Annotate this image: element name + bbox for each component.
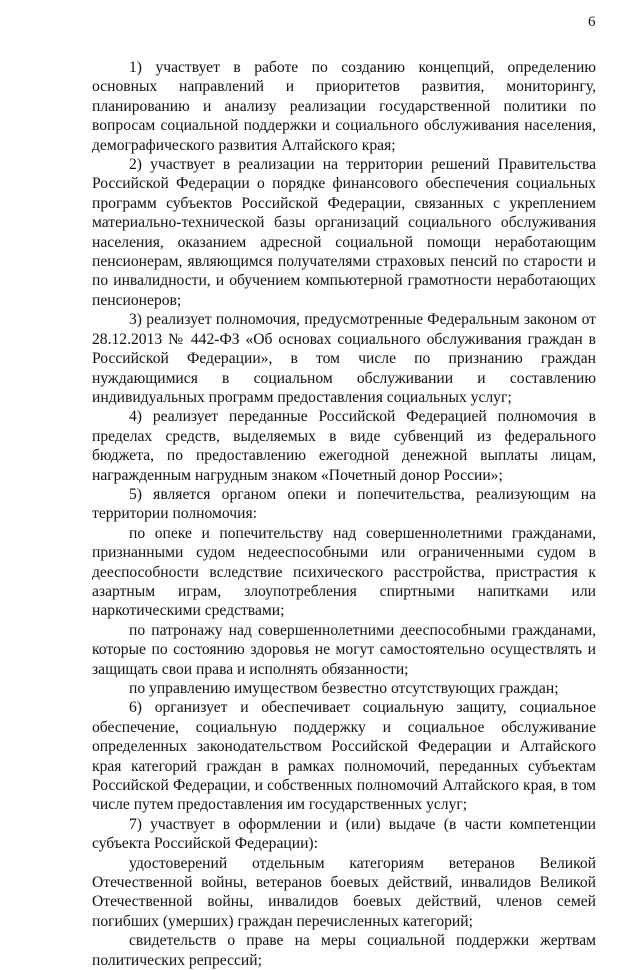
paragraph-1: 1) участвует в работе по созданию концепций, определению основных направлений и приоритетов развития, мониторингу, планированию и анализу реализации государственной политики по вопросам социальной поддержки и социального обслуживания населения, демографического развития Алтайского края; [92,59,596,154]
paragraph-6: 6) организует и обеспечивает социальную защиту, социальное обеспечение, социальную поддержку и социальное обслуживание определенных законодательством Российской Федерации и Алтайского края категорий граждан в рамках полномочий, переданных субъектам Российской Федерации, и собственных полномочий Алтайского края, в том числе путем предоставления им государственных услуг; [92,699,596,814]
paragraph-5-guardianship: по опеке и попечительству над совершеннолетними гражданами, признанными судом недееспособными или ограниченными судом в дееспособности вследствие психического расстройства, пристрастия к азартным играм, злоупотребления спиртными напитками или наркотическими средствами; [92,524,596,620]
document-body [92,58,596,970]
paragraph-5-property: по управлению имуществом безвестно отсутствующих граждан; [129,680,559,697]
paragraph-7-repressions: свидетельств о праве на меры социальной поддержки жертвам политических репрессий; [92,932,596,969]
paragraph-2: 2) участвует в реализации на территории решений Правительства Российской Федерации о порядке финансового обеспечения социальных программ субъектов Российской Федерации, связанных с укреплением материально-технической базы организаций социального обслуживания населения, оказанием адресной социальной помощи неработающим пенсионерам, являющимся получателями страховых пенсий по старости и по инвалидности, и обучением компьютерной грамотности неработающих пенсионеров; [92,156,596,309]
paragraph-4: 4) реализует переданные Российской Федерацией полномочия в пределах средств, выделяемых в виде субвенций из федерального бюджета, по предоставлению ежегодной денежной выплаты лицам, награжденным нагрудным знаком «Почетный донор России»; [92,408,596,484]
paragraph-5: 5) является органом опеки и попечительства, реализующим на территории полномочия: [92,485,596,523]
paragraph-7-veterans: удостоверений отдельным категориям ветеранов Великой Отечественной войны, ветеранов боевых действий, инвалидов Великой Отечественной войны, инвалидов боевых действий, членов семей погибших (умерших) граждан перечисленных категорий; [92,854,596,930]
paragraph-3: 3) реализует полномочия, предусмотренные Федеральным законом от 28.12.2013 № 442-ФЗ «Об основах социального обслуживания граждан в Российской Федерации», в том числе по признанию граждан нуждающимися в социальном обслуживании и составлению индивидуальных программ предоставления социальных услуг; [92,311,596,406]
paragraph-7: 7) участвует в оформлении и (или) выдаче (в части компетенции субъекта Российской Федерации): [92,815,596,853]
paragraph-5-patronage: по патронажу над совершеннолетними дееспособными гражданами, которые по состоянию здоровья не могут самостоятельно осуществлять и защищать свои права и исполнять обязанности; [92,621,596,678]
page-number: 6 [588,14,596,30]
